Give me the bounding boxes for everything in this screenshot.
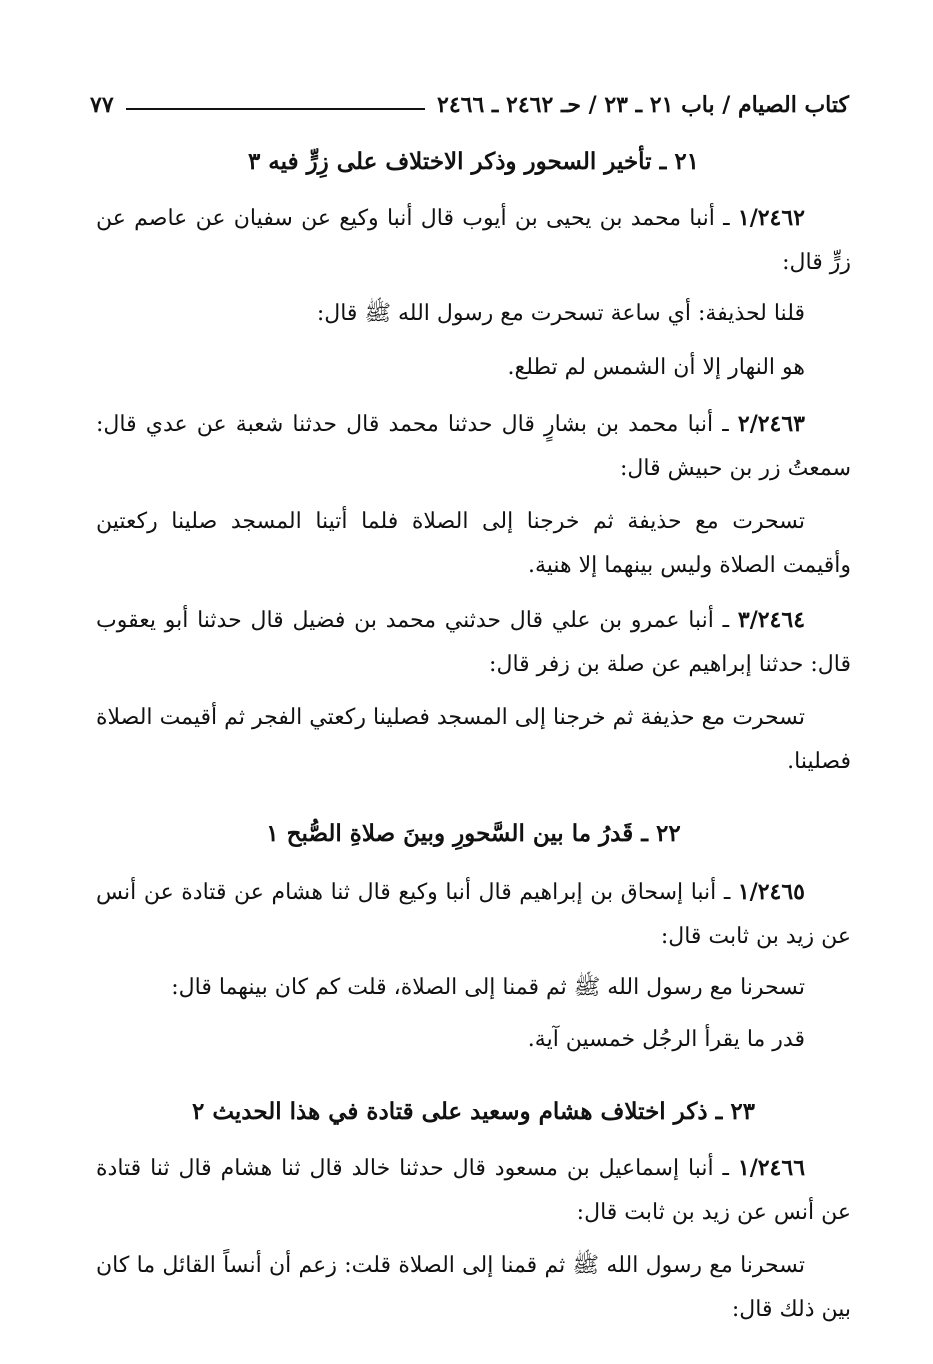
- hadith-chain: ـ أنبا إسحاق بن إبراهيم قال أنبا وكيع قال ثنا هشام عن قتادة عن أنس عن زيد بن ثابت قال:: [96, 880, 851, 949]
- section-heading-21: ٢١ ـ تأخير السحور وذكر الاختلاف على زِرٍّ فيه ٣: [247, 148, 700, 175]
- running-title: كتاب الصيام / باب ٢١ ـ ٢٣ / حـ ٢٤٦٢ ـ ٢٤٦٦: [437, 92, 849, 118]
- hadith-number: ١/٢٤٦٥: [737, 879, 805, 905]
- hadith-isnad: [96, 1146, 851, 1235]
- hadith-isnad: [96, 402, 851, 491]
- hadith-number: ١/٢٤٦٢: [737, 205, 805, 231]
- hadith-text: تسحرت مع حذيفة ثم خرجنا إلى الصلاة فلما أتينا المسجد صلينا ركعتين وأقيمت الصلاة وليس بينهما إلا هنية.: [96, 509, 851, 578]
- hadith-text: قدر ما يقرأ الرجُل خمسين آية.: [527, 1027, 805, 1052]
- hadith-chain: ـ أنبا عمرو بن علي قال حدثني محمد بن فضيل قال حدثنا أبو يعقوب قال: حدثنا إبراهيم عن صلة بن زفر قال:: [96, 608, 851, 677]
- hadith-text: هو النهار إلا أن الشمس لم تطلع.: [507, 355, 805, 380]
- section-heading-23: ٢٣ ـ ذكر اختلاف هشام وسعيد على قتادة في هذا الحديث ٢: [191, 1098, 756, 1125]
- header-rule: [126, 108, 425, 110]
- hadith-text: قلنا لحذيفة: أي ساعة تسحرت مع رسول الله ﷺ قال:: [316, 301, 805, 326]
- hadith-number: ٢/٢٤٦٣: [737, 411, 805, 437]
- hadith-chain: ـ أنبا إسماعيل بن مسعود قال حدثنا خالد قال ثنا هشام قال ثنا قتادة عن أنس عن زيد بن ثابت قال:: [96, 1156, 851, 1225]
- hadith-isnad: [96, 598, 851, 687]
- page-number: ٧٧: [90, 92, 114, 118]
- hadith-chain: ـ أنبا محمد بن بشارٍ قال حدثنا محمد قال حدثنا شعبة عن عدي قال: سمعتُ زر بن حبيش قال:: [96, 412, 851, 481]
- hadith-chain: ـ أنبا محمد بن يحيى بن أيوب قال أنبا وكيع عن سفيان عن عاصم عن زرٍّ قال:: [96, 206, 851, 275]
- hadith-isnad: [96, 870, 851, 959]
- hadith-number: ٣/٢٤٦٤: [737, 607, 806, 633]
- hadith-text: تسحرنا مع رسول الله ﷺ ثم قمنا إلى الصلاة قلت: زعم أن أنساً القائل ما كان بين ذلك قال:: [96, 1253, 851, 1322]
- running-header: [90, 84, 849, 118]
- hadith-text: تسحرنا مع رسول الله ﷺ ثم قمنا إلى الصلاة، قلت كم كان بينهما قال:: [171, 975, 805, 1000]
- hadith-number: ١/٢٤٦٦: [737, 1155, 806, 1181]
- hadith-text: تسحرت مع حذيفة ثم خرجنا إلى المسجد فصلينا ركعتي الفجر ثم أقيمت الصلاة فصلينا.: [96, 705, 851, 774]
- hadith-isnad: [96, 196, 851, 285]
- section-heading-22: ٢٢ ـ قَدرُ ما بين السَّحورِ وبينَ صلاةِ الصُّبح ١: [266, 820, 681, 847]
